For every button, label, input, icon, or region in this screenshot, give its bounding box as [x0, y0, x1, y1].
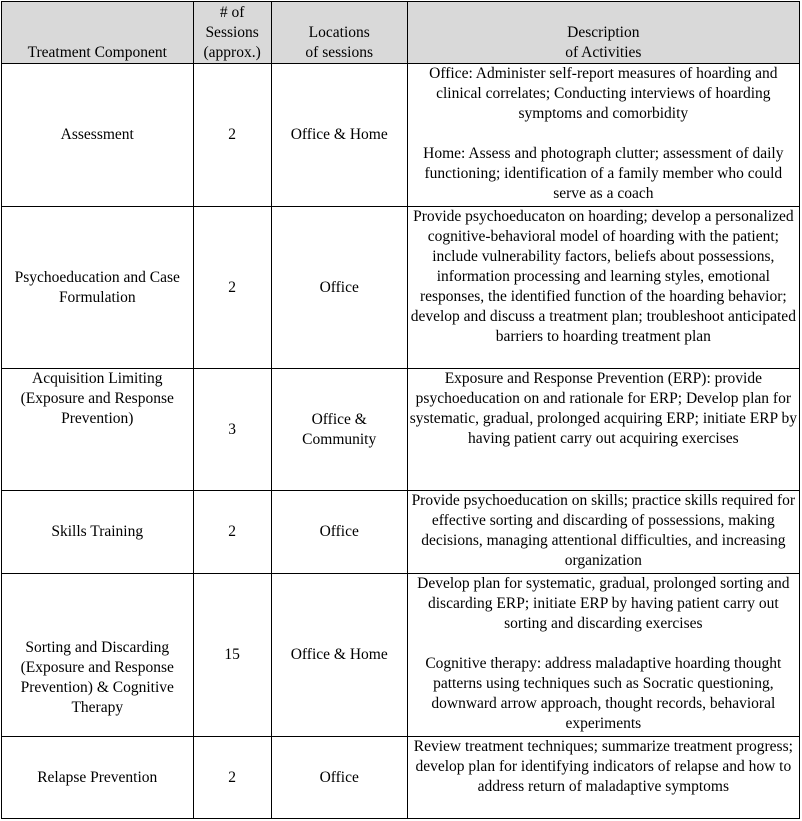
table-row	[2, 574, 800, 737]
cell-description: Exposure and Response Prevention (ERP): provide psychoeducation on and rationale for ERP; Develop plan for systematic, gradual, prolonged acquiring ERP; initiate ERP by having patient carry out acquiring exercises	[407, 369, 799, 491]
cell-location: Office & Home	[271, 574, 407, 737]
cell-location: Office	[271, 491, 407, 574]
cell-sessions: 2	[193, 64, 271, 207]
cell-sessions: 2	[193, 207, 271, 369]
table-row	[2, 737, 800, 819]
header-component: Treatment Component	[2, 2, 194, 64]
treatment-table	[1, 1, 800, 819]
table-row	[2, 491, 800, 574]
cell-description: Review treatment techniques; summarize treatment progress; develop plan for identifying indicators of relapse and how to address return of maladaptive symptoms	[407, 737, 799, 819]
cell-description: Provide psychoeducation on skills; practice skills required for effective sorting and discarding of possessions, making decisions, managing attentional difficulties, and increasing organization	[407, 491, 799, 574]
cell-component: Skills Training	[2, 491, 194, 574]
table-row	[2, 64, 800, 207]
cell-component: Relapse Prevention	[2, 737, 194, 819]
header-sessions: # of Sessions (approx.)	[193, 2, 271, 64]
cell-sessions: 2	[193, 737, 271, 819]
cell-location: Office & Home	[271, 64, 407, 207]
header-row	[2, 2, 800, 64]
cell-component: Acquisition Limiting (Exposure and Response Prevention)	[2, 369, 194, 491]
cell-component: Assessment	[2, 64, 194, 207]
cell-location: Office	[271, 737, 407, 819]
cell-sessions: 3	[193, 369, 271, 491]
cell-location: Office & Community	[271, 369, 407, 491]
cell-sessions: 15	[193, 574, 271, 737]
cell-description: Provide psychoeducaton on hoarding; develop a personalized cognitive-behavioral model of hoarding with the patient; include vulnerability factors, beliefs about possessions, information processing and learning styles, emotional responses, the identified function of the hoarding behavior; develop and discuss a treatment plan; troubleshoot anticipated barriers to hoarding treatment plan	[407, 207, 799, 369]
table-row	[2, 369, 800, 491]
header-locations: Locations of sessions	[271, 2, 407, 64]
header-description: Description of Activities	[407, 2, 799, 64]
cell-component: Sorting and Discarding (Exposure and Response Prevention) & Cognitive Therapy	[2, 574, 194, 737]
cell-component: Psychoeducation and Case Formulation	[2, 207, 194, 369]
cell-location: Office	[271, 207, 407, 369]
cell-description: Develop plan for systematic, gradual, prolonged sorting and discarding ERP; initiate ERP by having patient carry out sorting and discarding exercises Cognitive therapy: address maladaptive hoarding thought patterns using techniques such as Socratic questioning, downward arrow approach, thought records, behavioral experiments	[407, 574, 799, 737]
cell-sessions: 2	[193, 491, 271, 574]
cell-description: Office: Administer self-report measures of hoarding and clinical correlates; Conducting interviews of hoarding symptoms and comorbidity Home: Assess and photograph clutter; assessment of daily functioning; identification of a family member who could serve as a coach	[407, 64, 799, 207]
table-row	[2, 207, 800, 369]
